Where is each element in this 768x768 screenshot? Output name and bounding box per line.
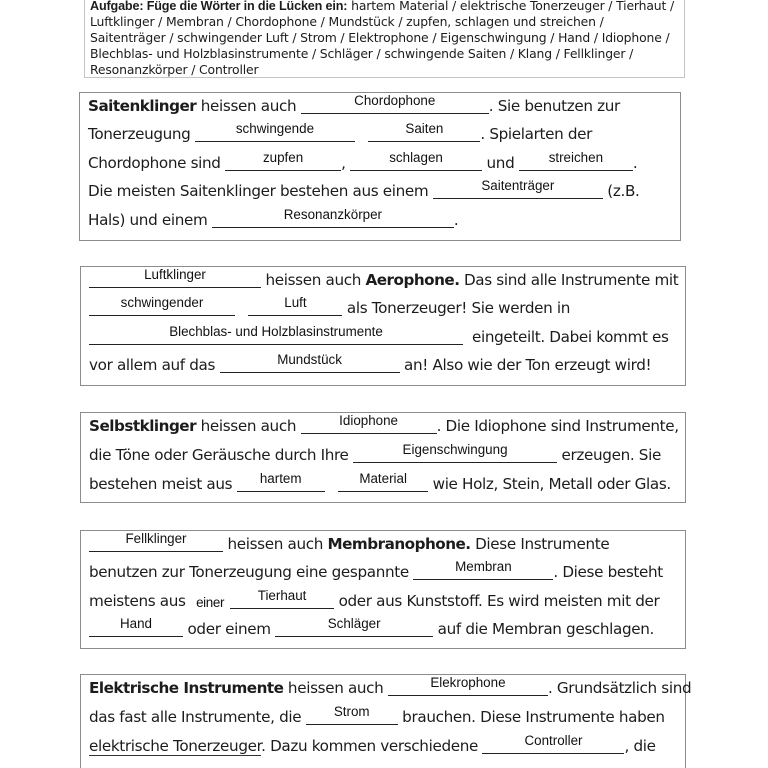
text: benutzen zur Tonerzeugung eine gespannte	[89, 563, 414, 581]
text: oder einem	[183, 620, 276, 638]
word-bank-box	[84, 0, 685, 78]
term-membranophone: Membranophone.	[327, 535, 471, 553]
answer-schlagen: schlagen	[389, 150, 443, 165]
text: meistens aus	[89, 592, 191, 610]
answer-luft: Luft	[284, 295, 307, 310]
line	[88, 180, 640, 202]
answer-membran: Membran	[455, 559, 512, 574]
answer-hand: Hand	[119, 616, 152, 631]
text: als Tonerzeuger! Sie werden in	[342, 299, 571, 317]
line	[89, 473, 671, 495]
text: auf die Membran geschlagen.	[433, 620, 655, 638]
answer-blank[interactable]	[248, 295, 342, 316]
answer-resonanzkoerper: Resonanzkörper	[283, 207, 383, 222]
answer-blank[interactable]	[212, 207, 454, 228]
text: Tonerzeugung	[88, 125, 195, 143]
section-fellklinger	[80, 530, 686, 649]
answer-blank[interactable]	[89, 616, 183, 637]
answer-blank[interactable]	[195, 121, 355, 142]
line	[89, 618, 654, 640]
text: und	[482, 154, 519, 172]
answer-blank[interactable]	[301, 413, 437, 434]
text: heissen auch	[196, 417, 301, 435]
line	[89, 269, 678, 291]
term-elektrische-instrumente: Elektrische Instrumente	[89, 679, 284, 697]
answer-blank[interactable]	[353, 442, 557, 463]
answer-blank[interactable]	[519, 150, 633, 171]
answer-luftklinger: Luftklinger	[144, 267, 206, 282]
section-saitenklinger	[79, 92, 681, 241]
answer-mundstueck: Mundstück	[277, 352, 342, 367]
line	[89, 326, 669, 348]
text: Die meisten Saitenklinger bestehen aus einem	[88, 182, 433, 200]
answer-blank[interactable]	[413, 559, 553, 580]
answer-blank[interactable]	[220, 352, 400, 373]
text: Das sind alle Instrumente mit	[459, 271, 679, 289]
answer-blank[interactable]	[89, 531, 223, 552]
answer-blank[interactable]	[275, 616, 433, 637]
text: . Sie benutzen zur	[488, 97, 620, 115]
answer-blank[interactable]	[433, 178, 603, 199]
answer-schwingender: schwingender	[120, 295, 204, 310]
answer-streichen: streichen	[548, 150, 604, 165]
answer-blank[interactable]	[89, 295, 235, 316]
term-aerophone: Aerophone.	[365, 271, 460, 289]
text: , die	[624, 737, 656, 755]
text: die Töne oder Geräusche durch Ihre	[89, 446, 354, 464]
text: Diese Instrumente	[470, 535, 610, 553]
answer-hartem: hartem	[259, 471, 302, 486]
line	[89, 590, 659, 612]
answer-material: Material	[359, 471, 407, 486]
answer-blank[interactable]	[225, 150, 341, 171]
text: das fast alle Instrumente, die	[89, 708, 306, 726]
answer-blank[interactable]	[368, 121, 480, 142]
text: . Diese besteht	[553, 563, 663, 581]
text: . Grundsätzlich sind	[547, 679, 692, 697]
answer-blank[interactable]	[482, 733, 624, 754]
answer-tierhaut: Tierhaut	[257, 588, 307, 603]
answer-controller: Controller	[524, 733, 583, 748]
answer-blank[interactable]	[237, 471, 325, 492]
text: eingeteilt. Dabei kommt es	[467, 328, 669, 346]
line	[89, 444, 661, 466]
text: vor allem auf das	[89, 356, 220, 374]
line	[89, 677, 691, 699]
text: .	[453, 211, 459, 229]
answer-chordophone: Chordophone	[354, 93, 436, 108]
section-selbstklinger	[80, 412, 686, 503]
text: ,	[341, 154, 351, 172]
line	[89, 354, 651, 376]
text: . Dazu kommen verschiedene	[261, 737, 483, 755]
text: heissen auch	[223, 535, 328, 553]
answer-elektrische-tonerzeuger: elektrische Tonerzeuger	[89, 737, 262, 755]
text: (z.B.	[602, 182, 640, 200]
line	[89, 297, 570, 319]
answer-fellklinger: Fellklinger	[125, 531, 187, 546]
text: oder aus Kunststoff. Es wird meisten mit der	[334, 592, 660, 610]
text: heissen auch	[196, 97, 301, 115]
text: brauchen. Diese Instrumente haben	[397, 708, 665, 726]
text: . Die Idiophone sind Instrumente,	[436, 417, 679, 435]
answer-blank[interactable]	[230, 588, 334, 609]
answer-blank[interactable]	[350, 150, 482, 171]
answer-blechblas-holzblas: Blechblas- und Holzblasinstrumente	[169, 324, 383, 339]
term-saitenklinger: Saitenklinger	[88, 97, 197, 115]
text: wie Holz, Stein, Metall oder Glas.	[428, 475, 671, 493]
line	[89, 533, 609, 555]
text: erzeugen. Sie	[557, 446, 661, 464]
answer-schlaeger: Schläger	[327, 616, 381, 631]
answer-saitentraeger: Saitenträger	[481, 178, 555, 193]
section-elektrisch	[80, 674, 692, 768]
line	[88, 95, 620, 117]
answer-strom: Strom	[333, 704, 370, 719]
line	[89, 706, 665, 728]
text: .	[632, 154, 638, 172]
line	[88, 123, 592, 145]
answer-blank[interactable]	[306, 704, 398, 725]
text: an! Also wie der Ton erzeugt wird!	[399, 356, 652, 374]
answer-blank[interactable]	[89, 324, 463, 345]
text: . Spielarten der	[480, 125, 593, 143]
text: heissen auch	[261, 271, 366, 289]
answer-blank[interactable]	[338, 471, 428, 492]
line	[89, 415, 679, 437]
answer-blank[interactable]	[388, 675, 548, 696]
answer-saiten: Saiten	[405, 121, 444, 136]
text: heissen auch	[283, 679, 388, 697]
line	[89, 735, 656, 757]
text: Hals) und einem	[88, 211, 212, 229]
answer-zupfen: zupfen	[262, 150, 304, 165]
answer-blank[interactable]	[301, 93, 489, 114]
answer-einer: einer	[196, 595, 225, 610]
line	[89, 561, 663, 583]
text: Chordophone sind	[88, 154, 226, 172]
answer-eigenschwingung: Eigenschwingung	[402, 442, 508, 457]
line	[88, 152, 637, 174]
task-label: Aufgabe: Füge die Wörter in die Lücken ein:	[90, 0, 348, 13]
answer-elektrophone: Elekrophone	[430, 675, 506, 690]
answer-idiophone: Idiophone	[339, 413, 398, 428]
line	[88, 209, 458, 231]
answer-blank[interactable]	[89, 267, 261, 288]
answer-schwingende: schwingende	[235, 121, 315, 136]
text: bestehen meist aus	[89, 475, 237, 493]
term-selbstklinger: Selbstklinger	[89, 417, 197, 435]
word-bank-list: hartem Material / elektrische Tonerzeuger / Tierhaut / Luftklinger / Membran / Chordophone / Mundstück / zupfen, schlagen und streichen / Saitenträger / schwingender Luft / Strom / Elektrophone / Eigenschwingung / Hand / Idiophone / Blechblas- und Holzblasinstrumente / Schläger / schwingende Saiten / Klang / Fellklinger / Resonanzkörper / Controller	[90, 0, 675, 77]
section-luftklinger	[80, 266, 686, 386]
